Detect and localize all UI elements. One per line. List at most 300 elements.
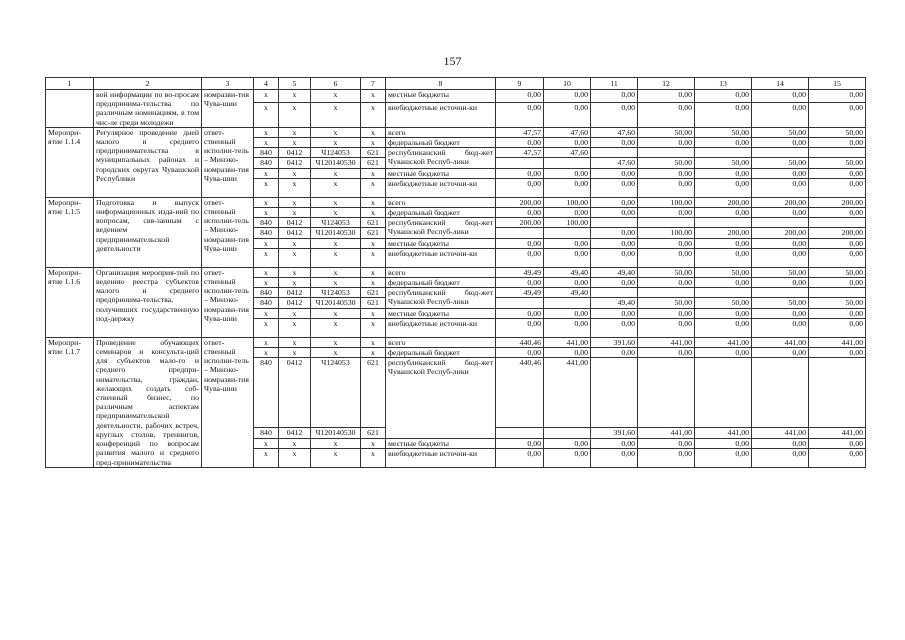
value-cell: 0,00 [809,318,866,337]
value-cell: 0,00 [591,138,638,148]
value-cell: 391,60 [591,428,638,438]
value-cell [496,298,544,308]
measure-label: Меропри-ятие 1.1.7 [46,337,94,467]
code-cell: x [361,448,386,467]
value-cell: 0,00 [496,448,544,467]
value-cell: 0,00 [695,208,752,218]
value-cell: 0,00 [638,208,695,218]
code-cell: Ч120140530 [311,158,361,168]
table-row [46,90,866,103]
column-header-2: 2 [94,78,202,90]
value-cell: 441,00 [638,428,695,438]
value-cell [695,288,752,298]
value-cell: 441,00 [752,337,809,347]
value-cell: 50,00 [638,298,695,308]
funding-source: всего [386,337,496,347]
code-cell: x [311,238,361,248]
value-cell: 441,00 [695,428,752,438]
funding-source: республиканский бюд-жет Чувашской Респуб-лики [386,148,496,168]
value-cell: 0,00 [496,278,544,288]
value-cell: 0,00 [752,438,809,448]
table-row [46,127,866,137]
value-cell: 0,00 [591,168,638,178]
value-cell: 0,00 [591,197,638,207]
value-cell: 0,00 [496,168,544,178]
value-cell: 49,49 [496,288,544,298]
code-cell: 621 [361,298,386,308]
code-cell: 621 [361,218,386,228]
value-cell: 0,00 [544,178,591,197]
code-cell: 0412 [279,298,311,308]
value-cell: 200,00 [809,228,866,238]
code-cell: x [254,127,279,137]
value-cell: 0,00 [752,90,809,103]
value-cell: 50,00 [809,158,866,168]
value-cell: 50,00 [752,298,809,308]
value-cell: 49,40 [591,267,638,277]
value-cell [809,218,866,228]
funding-source: местные бюджеты [386,90,496,103]
value-cell: 0,00 [496,178,544,197]
code-cell: x [311,438,361,448]
code-cell: x [279,337,311,347]
executor: ответ-ственный исполни-тель – Минэко-номразви-тия Чува-шии [202,267,254,337]
value-cell: 0,00 [695,138,752,148]
value-cell: 0,00 [752,448,809,467]
value-cell: 0,00 [752,178,809,197]
value-cell: 0,00 [638,438,695,448]
code-cell: 621 [361,228,386,238]
code-cell: Ч124053 [311,358,361,428]
code-cell: 840 [254,228,279,238]
value-cell: 100,00 [544,218,591,228]
measure-label: Меропри-ятие 1.1.6 [46,267,94,337]
code-cell: Ч120140530 [311,428,361,438]
code-cell: 840 [254,358,279,428]
code-cell: x [311,178,361,197]
code-cell: 840 [254,428,279,438]
code-cell: x [311,197,361,207]
value-cell: 0,00 [752,318,809,337]
code-cell: x [254,248,279,267]
value-cell: 0,00 [809,208,866,218]
code-cell: x [254,448,279,467]
value-cell: 50,00 [638,158,695,168]
code-cell: x [311,278,361,288]
column-header-9: 9 [496,78,544,90]
measure-name: Организация мероприя-тий по ведению реестра субъектов малого и среднего предпринима-тельства, получивших государственную под-держку [94,267,202,337]
value-cell: 0,00 [591,308,638,318]
code-cell: x [279,178,311,197]
code-cell: x [361,278,386,288]
value-cell: 0,00 [809,308,866,318]
value-cell: 0,00 [544,318,591,337]
code-cell: x [279,267,311,277]
value-cell: 0,00 [695,448,752,467]
value-cell: 0,00 [544,438,591,448]
code-cell: 0412 [279,358,311,428]
funding-source: республиканский бюд-жет Чувашской Респуб-лики [386,218,496,238]
column-header-5: 5 [279,78,311,90]
code-cell: x [279,127,311,137]
code-cell: x [311,337,361,347]
funding-source: местные бюджеты [386,238,496,248]
measure-label [46,90,94,128]
value-cell: 0,00 [752,238,809,248]
value-cell: 200,00 [496,197,544,207]
code-cell: 621 [361,288,386,298]
value-cell: 47,60 [544,148,591,158]
value-cell [695,148,752,158]
value-cell [752,358,809,428]
table-row [46,267,866,277]
column-header-4: 4 [254,78,279,90]
value-cell: 0,00 [695,168,752,178]
code-cell: 0412 [279,158,311,168]
code-cell: x [254,348,279,358]
value-cell: 440,46 [496,337,544,347]
value-cell: 0,00 [695,103,752,128]
value-cell: 0,00 [638,318,695,337]
value-cell: 0,00 [496,238,544,248]
code-cell: x [361,267,386,277]
value-cell: 50,00 [752,127,809,137]
code-cell: x [361,138,386,148]
value-cell: 0,00 [695,318,752,337]
value-cell: 0,00 [544,248,591,267]
value-cell: 0,00 [544,278,591,288]
code-cell: x [279,238,311,248]
value-cell: 47,60 [591,158,638,168]
code-cell: Ч120140530 [311,298,361,308]
value-cell: 0,00 [695,238,752,248]
code-cell: x [254,197,279,207]
value-cell: 0,00 [638,448,695,467]
value-cell: 0,00 [752,248,809,267]
value-cell: 441,00 [638,337,695,347]
value-cell: 0,00 [809,238,866,248]
value-cell [809,288,866,298]
code-cell: Ч120140530 [311,228,361,238]
value-cell: 0,00 [752,308,809,318]
value-cell: 0,00 [544,90,591,103]
measure-name: Подготовка и выпуск информационных изда-ний по вопросам, свя-занным с ведением предпринимательской деятельности [94,197,202,267]
value-cell: 200,00 [695,228,752,238]
value-cell: 200,00 [496,218,544,228]
code-cell: x [311,448,361,467]
code-cell: 840 [254,298,279,308]
value-cell: 0,00 [809,348,866,358]
value-cell [638,288,695,298]
code-cell: x [254,90,279,103]
code-cell: x [361,103,386,128]
executor: ответ-ственный исполни-тель – Минэко-номразви-тия Чува-шии [202,127,254,197]
code-cell: 840 [254,148,279,158]
column-header-3: 3 [202,78,254,90]
value-cell: 0,00 [695,178,752,197]
funding-source: всего [386,127,496,137]
code-cell: x [361,197,386,207]
code-cell: 621 [361,148,386,158]
value-cell [544,158,591,168]
value-cell [591,288,638,298]
column-header-8: 8 [386,78,496,90]
column-header-14: 14 [752,78,809,90]
value-cell: 200,00 [695,197,752,207]
code-cell: x [279,308,311,318]
value-cell: 50,00 [809,267,866,277]
column-header-1: 1 [46,78,94,90]
value-cell: 0,00 [638,178,695,197]
value-cell: 47,57 [496,148,544,158]
value-cell: 441,00 [809,428,866,438]
value-cell: 0,00 [591,208,638,218]
code-cell: x [361,178,386,197]
value-cell: 50,00 [809,127,866,137]
code-cell: x [254,308,279,318]
code-cell: x [254,103,279,128]
value-cell: 50,00 [695,267,752,277]
value-cell: 0,00 [638,308,695,318]
value-cell: 0,00 [496,308,544,318]
value-cell: 0,00 [544,168,591,178]
code-cell: x [311,208,361,218]
value-cell: 0,00 [638,248,695,267]
value-cell: 0,00 [695,90,752,103]
value-cell: 0,00 [809,438,866,448]
value-cell: 47,60 [591,127,638,137]
value-cell [544,428,591,438]
header-row [46,78,866,90]
value-cell: 441,00 [695,337,752,347]
value-cell: 391,60 [591,337,638,347]
code-cell: 621 [361,428,386,438]
code-cell: 0412 [279,428,311,438]
value-cell: 50,00 [638,127,695,137]
code-cell: 0412 [279,288,311,298]
value-cell: 0,00 [544,103,591,128]
funding-source: внебюджетные источни-ки [386,318,496,337]
value-cell: 49,40 [544,267,591,277]
code-cell: x [311,90,361,103]
code-cell: Ч124053 [311,218,361,228]
value-cell [809,358,866,428]
funding-source: федеральный бюджет [386,208,496,218]
code-cell: 621 [361,158,386,168]
code-cell: x [361,168,386,178]
value-cell: 0,00 [496,103,544,128]
value-cell: 0,00 [544,238,591,248]
value-cell: 0,00 [638,238,695,248]
value-cell: 0,00 [809,168,866,178]
code-cell: 621 [361,358,386,428]
code-cell: x [254,168,279,178]
code-cell: x [254,208,279,218]
funding-source: федеральный бюджет [386,138,496,148]
funding-source: федеральный бюджет [386,278,496,288]
budget-table [45,77,866,468]
code-cell: x [361,248,386,267]
code-cell: x [279,197,311,207]
value-cell [752,148,809,158]
column-header-15: 15 [809,78,866,90]
funding-source: республиканский бюд-жет Чувашской Респуб-лики [386,288,496,308]
column-header-7: 7 [361,78,386,90]
value-cell: 0,00 [695,348,752,358]
code-cell: x [254,267,279,277]
value-cell: 0,00 [809,103,866,128]
value-cell: 0,00 [496,438,544,448]
value-cell: 441,00 [752,428,809,438]
value-cell: 50,00 [752,158,809,168]
value-cell: 0,00 [638,168,695,178]
code-cell: x [311,318,361,337]
funding-source: внебюджетные источни-ки [386,178,496,197]
value-cell: 200,00 [809,197,866,207]
value-cell: 0,00 [591,103,638,128]
funding-source: всего [386,267,496,277]
table-body [46,78,866,468]
code-cell: x [279,278,311,288]
value-cell: 0,00 [809,138,866,148]
value-cell: 441,00 [544,358,591,428]
value-cell: 100,00 [638,228,695,238]
code-cell: x [361,90,386,103]
value-cell: 0,00 [591,278,638,288]
value-cell: 0,00 [591,228,638,238]
measure-label: Меропри-ятие 1.1.4 [46,127,94,197]
code-cell: x [361,337,386,347]
code-cell: x [254,318,279,337]
funding-source: федеральный бюджет [386,348,496,358]
funding-source: местные бюджеты [386,168,496,178]
value-cell: 49,49 [496,267,544,277]
code-cell: x [361,348,386,358]
value-cell: 0,00 [752,168,809,178]
value-cell: 441,00 [809,337,866,347]
code-cell: x [254,238,279,248]
value-cell [638,218,695,228]
code-cell: x [254,278,279,288]
code-cell: x [279,168,311,178]
code-cell: x [254,438,279,448]
value-cell [695,218,752,228]
value-cell: 0,00 [496,248,544,267]
column-header-13: 13 [695,78,752,90]
value-cell [752,218,809,228]
value-cell: 0,00 [752,138,809,148]
code-cell: x [279,318,311,337]
code-cell: x [361,127,386,137]
code-cell: x [311,103,361,128]
code-cell: 840 [254,218,279,228]
value-cell: 0,00 [544,208,591,218]
code-cell: Ч124053 [311,148,361,158]
code-cell: x [361,308,386,318]
value-cell: 50,00 [809,298,866,308]
code-cell: 0412 [279,218,311,228]
value-cell [638,358,695,428]
table-row [46,197,866,207]
code-cell: x [361,318,386,337]
value-cell: 100,00 [638,197,695,207]
value-cell: 0,00 [544,308,591,318]
value-cell: 440,46 [496,358,544,428]
funding-source: местные бюджеты [386,308,496,318]
value-cell: 0,00 [752,103,809,128]
value-cell: 0,00 [591,438,638,448]
value-cell: 0,00 [638,138,695,148]
code-cell: Ч124053 [311,288,361,298]
value-cell [809,148,866,158]
value-cell: 0,00 [809,248,866,267]
value-cell [591,218,638,228]
value-cell: 0,00 [591,348,638,358]
value-cell [496,228,544,238]
funding-source: внебюджетные источни-ки [386,248,496,267]
value-cell: 50,00 [695,298,752,308]
value-cell: 200,00 [752,228,809,238]
funding-source: республиканский бюд-жет Чувашской Респуб-лики [386,358,496,438]
value-cell: 441,00 [544,337,591,347]
value-cell [544,298,591,308]
code-cell: x [311,267,361,277]
value-cell: 0,00 [809,278,866,288]
value-cell: 0,00 [544,138,591,148]
funding-source: всего [386,197,496,207]
funding-source: внебюджетные источни-ки [386,448,496,467]
value-cell: 0,00 [695,438,752,448]
measure-name: Проведение обучающих семинаров и консульта-ций для субъектов мало-го и среднего предпри-нимательства, граждан, желающих создать соб-ственный бизнес, по различным аспектам предпринимательской деятельности, рабочих встреч, круглых столов, тренингов, конференций по вопросам развития малого и среднего пред-принимательства [94,337,202,467]
value-cell: 0,00 [496,138,544,148]
value-cell: 0,00 [591,238,638,248]
value-cell: 0,00 [695,308,752,318]
funding-source: внебюджетные источни-ки [386,103,496,128]
code-cell: x [279,248,311,267]
value-cell: 0,00 [591,178,638,197]
code-cell: x [279,348,311,358]
value-cell: 0,00 [591,448,638,467]
value-cell [496,428,544,438]
value-cell: 0,00 [809,90,866,103]
executor: ответ-ственный исполни-тель – Минэко-номразви-тия Чува-шии [202,197,254,267]
code-cell: x [361,438,386,448]
page-number: 157 [443,54,462,68]
code-cell: x [311,127,361,137]
value-cell: 0,00 [752,348,809,358]
value-cell: 0,00 [638,90,695,103]
measure-name: Регулярное проведение дней малого и среднего предпринимательства в муниципальных районах и городских округах Чувашской Республики [94,127,202,197]
code-cell: x [254,138,279,148]
value-cell [638,148,695,158]
code-cell: x [361,208,386,218]
executor: номразви-тия Чува-шии [202,90,254,128]
code-cell: x [311,168,361,178]
value-cell: 49,40 [544,288,591,298]
value-cell: 0,00 [809,178,866,197]
value-cell: 50,00 [752,267,809,277]
column-header-6: 6 [311,78,361,90]
code-cell: 840 [254,288,279,298]
value-cell [591,358,638,428]
code-cell: x [254,337,279,347]
value-cell: 0,00 [496,208,544,218]
column-header-11: 11 [591,78,638,90]
code-cell: 840 [254,158,279,168]
value-cell: 0,00 [544,348,591,358]
value-cell: 0,00 [638,348,695,358]
value-cell: 0,00 [496,318,544,337]
